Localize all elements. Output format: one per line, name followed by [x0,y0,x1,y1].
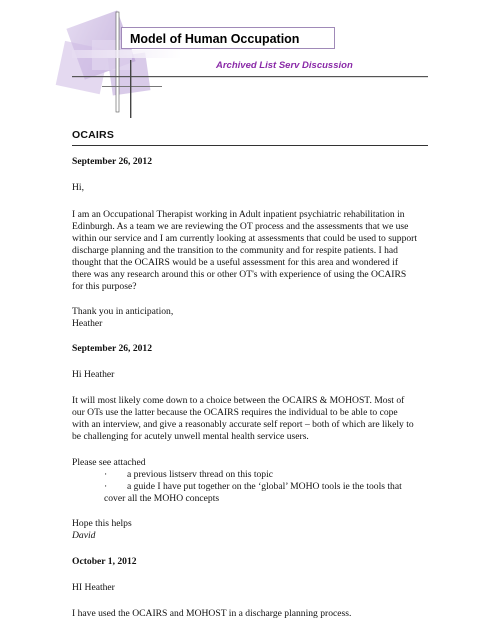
section-divider [72,145,428,146]
post-signoff: Thank you in anticipation, [72,306,174,317]
post-body-line: within our service and I am currently looking at assessments that could be used to support [72,233,418,244]
post-date: September 26, 2012 [72,156,153,167]
post-body-line: for this purpose? [72,281,137,292]
post-body-line: I am an Occupational Therapist working in Adult inpatient psychiatric rehabilitation in [72,209,405,220]
attachment-item-continued: cover all the MOHO concepts [104,493,220,504]
post-closing: Hope this helps [72,518,132,529]
post-body-line: thought that the OCAIRS would be a useful assessment for this area and wondered if [72,257,399,268]
post-greeting: Hi, [72,182,84,193]
document-title: Model of Human Occupation [121,27,335,49]
post-body-line: with an interview, and give a reasonably accurate self report – both of which are likely to [72,419,414,430]
post-body-line: be challenging for acutely unwell mental health service users. [72,431,309,442]
post-body-line: discharge planning and the transition to the community and for respite patients. I had [72,245,398,256]
post-date: September 26, 2012 [72,343,153,354]
post-greeting: Hi Heather [72,369,115,380]
post-body-line: I have used the OCAIRS and MOHOST in a discharge planning process. [72,608,352,619]
bullet-icon: · [104,481,108,492]
post-greeting: HI Heather [72,582,115,593]
document-subtitle: Archived List Serv Discussion [216,60,353,71]
attachment-item: a guide I have put together on the ‘global’ MOHO tools ie the tools that [127,481,402,492]
bullet-icon: · [104,469,108,480]
post-body-line: Edinburgh. As a team we are reviewing the OT process and the assessments that we use [72,221,409,232]
post-body-line: our OTs use the latter because the OCAIRS requires the individual to be able to cope [72,407,398,418]
header-decoration [0,0,495,118]
attachment-item: a previous listserv thread on this topic [127,469,274,480]
post-body-line: It will most likely come down to a choice between the OCAIRS & MOHOST. Most of [72,395,405,406]
post-body-line: there was any research around this or other OT's with experience of using the OCAIRS [72,269,407,280]
post-author: David [72,530,96,541]
section-title: OCAIRS [72,129,115,141]
attachment-intro: Please see attached [72,457,146,468]
post-author: Heather [72,318,103,329]
post-date: October 1, 2012 [72,556,137,567]
